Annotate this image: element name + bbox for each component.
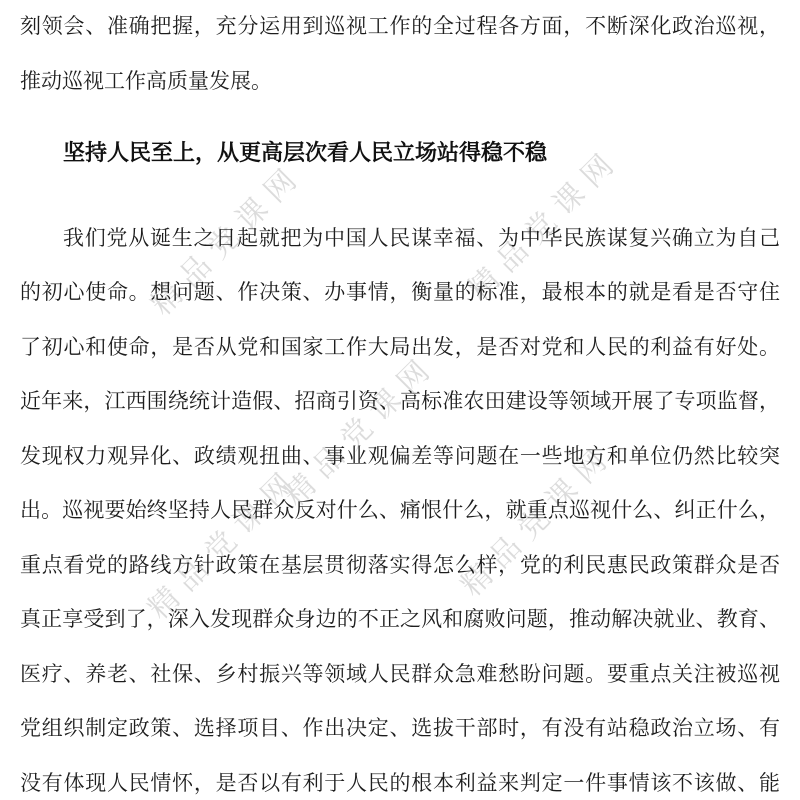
text-line: 重点看党的路线方针政策在基层贯彻落实得怎么样，党的利民惠民政策群众是否 <box>20 553 780 577</box>
text-line: 刻领会、准确把握，充分运用到巡视工作的全过程各方面，不断深化政治巡视， <box>20 15 780 38</box>
watermark-text: 精品党课网 <box>462 142 627 307</box>
watermark-text: 精品党课网 <box>145 157 310 322</box>
watermark-text: 精品党课网 <box>142 461 307 626</box>
text-line: 出。巡视要始终坚持人民群众反对什么、痛恨什么，就重点巡视什么、纠正什么， <box>20 499 780 522</box>
section-heading: 坚持人民至上，从更高层次看人民立场站得稳不稳 <box>63 140 548 165</box>
paragraph-body <box>20 212 780 800</box>
text-line: 真正享受到了，深入发现群众身边的不正之风和腐败问题，推动解决就业、教育、 <box>20 608 780 631</box>
text-line: 的初心使命。想问题、作决策、办事情，衡量的标准，最根本的就是看是否守住 <box>20 281 780 304</box>
paragraph-intro <box>20 0 780 109</box>
text-line: 近年来，江西围绕统计造假、招商引资、高标准农田建设等领域开展了专项监督， <box>20 390 780 413</box>
watermark-text: 精品党课网 <box>455 438 620 603</box>
text-line: 党组织制定政策、选择项目、作出决定、选拔干部时，有没有站稳政治立场、有 <box>20 717 780 740</box>
watermark-text: 精品党课网 <box>278 348 443 513</box>
text-line: 我们党从诞生之日起就把为中国人民谋幸福、为中华民族谋复兴确立为自己 <box>63 226 780 250</box>
text-line: 了初心和使命，是否从党和国家工作大局出发，是否对党和人民的利益有好处。 <box>20 335 780 359</box>
text-line: 医疗、养老、社保、乡村振兴等领域人民群众急难愁盼问题。要重点关注被巡视 <box>20 662 780 686</box>
text-line: 没有体现人民情怀，是否以有利于人民的根本利益来判定一件事情该不该做、能 <box>20 771 780 795</box>
text-line: 发现权力观异化、政绩观扭曲、事业观偏差等问题在一些地方和单位仍然比较突 <box>20 444 780 468</box>
text-line: 推动巡视工作高质量发展。 <box>20 69 272 93</box>
